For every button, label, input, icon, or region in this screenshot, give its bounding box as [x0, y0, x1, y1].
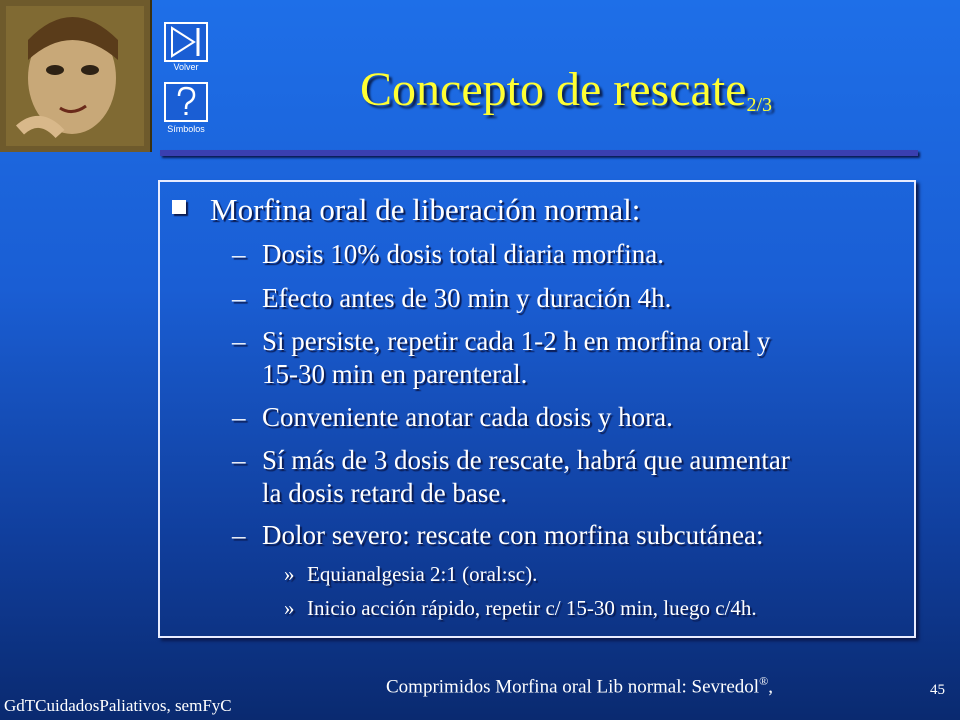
list-item: Si persiste, repetir cada 1-2 h en morfina oral y [262, 326, 771, 356]
sub-list-item: Equianalgesia 2:1 (oral:sc). [307, 562, 538, 586]
content-heading: Morfina oral de liberación normal: [210, 192, 641, 227]
sub-list-item: Inicio acción rápido, repetir c/ 15-30 min, luego c/4h. [307, 596, 757, 620]
simbolos-button[interactable] [164, 82, 208, 122]
registered-mark: ® [759, 674, 769, 688]
page-number: 45 [930, 682, 945, 698]
footer-note-end: , [768, 676, 773, 698]
list-item: Sí más de 3 dosis de rescate, habrá que aumentar [262, 445, 790, 475]
volver-label: Volver [173, 62, 199, 72]
title-divider [160, 150, 918, 156]
list-item: Conveniente anotar cada dosis y hora. [262, 402, 673, 432]
raquo-bullet: » [284, 562, 295, 586]
dash-bullet: – [232, 445, 246, 475]
portrait-image [0, 0, 152, 152]
question-icon [166, 84, 206, 120]
dash-bullet: – [232, 326, 246, 356]
list-item: Dolor severo: rescate con morfina subcutánea: [262, 520, 764, 550]
dash-bullet: – [232, 402, 246, 432]
list-item-continuation: 15-30 min en parenteral. [262, 359, 528, 389]
list-item: Dosis 10% dosis total diaria morfina. [262, 239, 664, 269]
footer-note-text: Comprimidos Morfina oral Lib normal: Sevredol [386, 676, 760, 698]
footer-org: GdTCuidadosPaliativos, semFyC [4, 696, 232, 715]
raquo-bullet: » [284, 596, 295, 620]
slide-title [360, 62, 772, 117]
volver-button[interactable] [164, 22, 208, 62]
simbolos-label: Símbolos [167, 124, 205, 134]
title-subscript: 2/3 [746, 94, 773, 116]
list-item: Efecto antes de 30 min y duración 4h. [262, 283, 672, 313]
dash-bullet: – [232, 239, 246, 269]
title-text: Concepto de rescate [360, 63, 747, 116]
footer-note [386, 674, 773, 698]
dash-bullet: – [232, 283, 246, 313]
square-bullet-icon [172, 200, 186, 214]
dash-bullet: – [232, 520, 246, 550]
play-end-icon [166, 24, 206, 60]
list-item-continuation: la dosis retard de base. [262, 478, 508, 508]
